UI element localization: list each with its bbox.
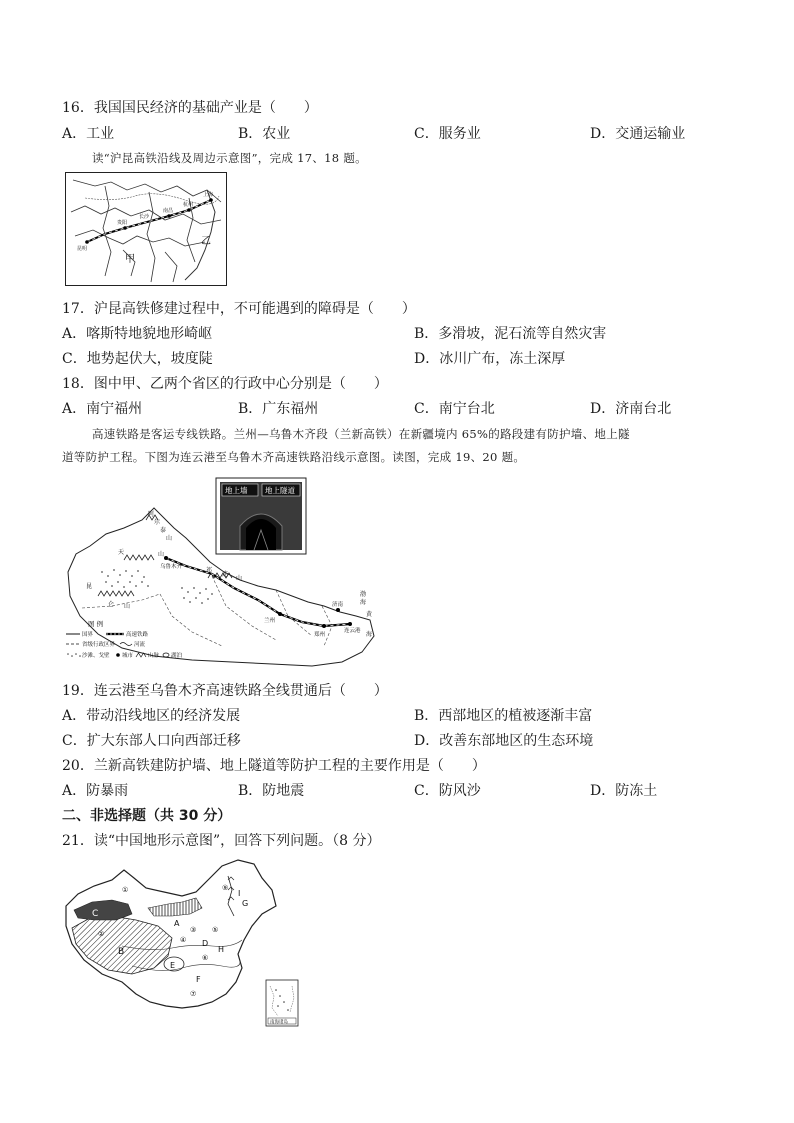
map3-label-g: G [242,899,249,908]
map1-city-nanchang: 南昌 [163,208,174,214]
map3-label-f: F [196,975,201,984]
question-16-option-d[interactable]: D．交通运输业 [590,126,686,142]
map2-label-bo: 渤 [360,591,367,598]
map2-legend-city: 城市 [122,653,134,659]
map3-label-5: ⑤ [212,926,219,934]
section-2-title: 二、非选择题（共 30 分） [62,808,232,824]
map2-label-shan1: 山 [166,535,173,542]
question-20-option-c[interactable]: C．防风沙 [414,783,481,799]
intro-19-20-line1: 高速铁路是客运专线铁路。兰州—乌鲁木齐段（兰新高铁）在新疆境内 65%的路段建有防护墙、地上隧 [92,427,630,441]
question-18-option-b[interactable]: B．广东福州 [238,401,319,417]
question-17-option-a[interactable]: A．喀斯特地貌地形崎岖 [62,326,213,342]
map3-label-9: ⑨ [222,884,229,892]
map2-photo-label-wall: 地上墙 [225,486,248,495]
map3-label-e: E [170,961,176,970]
map2-legend-hsr: 高速铁路 [126,632,149,638]
map3-label-c: C [92,909,99,919]
map2-legend-border: 国界 [82,632,94,638]
question-20-option-a[interactable]: A．防暴雨 [62,783,129,799]
map3-label-b: B [118,947,125,957]
map3-label-6: ⑥ [202,954,209,962]
question-16-option-b[interactable]: B．农业 [238,126,291,142]
hu-kun-railway-map [65,172,227,286]
map3-label-i: I [238,889,241,898]
question-18-option-d[interactable]: D．济南台北 [590,401,672,417]
map2-legend-river: 河流 [134,642,146,648]
map2-label-shan2: 山 [158,551,165,558]
map2-label-shan4: 山 [236,575,243,582]
map2-legend-desert: 沙滩、戈壁 [82,653,110,659]
lanxin-railway-map [62,476,380,668]
map2-photo-label-tunnel: 地上隧道 [265,486,295,495]
question-16-option-c[interactable]: C．服务业 [414,126,481,142]
map2-city-jinan: 济南 [332,602,344,608]
map3-inset-label: 南海诸岛 [270,1020,288,1025]
map3-label-3: ③ [190,926,197,934]
map2-city-lanzhou: 兰州 [264,618,276,624]
question-18-option-c[interactable]: C．南宁台北 [414,401,495,417]
map2-label-huang: 黄 [366,611,373,618]
map3-label-h: H [218,945,225,954]
map2-city-lianyungang: 连云港 [344,628,361,634]
map3-label-2: ② [98,930,105,938]
map1-city-kunming: 昆明 [77,246,88,252]
map1-city-hangzhou: 杭州 [183,202,194,208]
map1-city-guiyang: 贵阳 [117,220,128,226]
question-20-option-b[interactable]: B．防地震 [238,783,305,799]
map2-label-lun: 仑 [108,601,115,608]
map3-label-8: ⑧ [132,908,139,916]
map2-legend-province: 省级行政区界 [82,642,116,648]
map2-city-urumqi: 乌鲁木齐 [160,564,183,570]
question-16-option-a[interactable]: A．工业 [62,126,115,142]
question-21-stem: 21．读“中国地形示意图”，回答下列问题。（8 分） [62,833,381,849]
question-18-option-a[interactable]: A．南宁福州 [62,401,143,417]
map2-label-kun: 昆 [86,583,93,590]
map3-label-4: ④ [180,936,187,944]
question-17-option-c[interactable]: C．地势起伏大，坡度陡 [62,351,213,367]
map2-legend-mountain: 山脉 [148,653,160,659]
map1-label-jia: 甲 [125,254,135,265]
map1-city-shanghai: 上海 [203,192,214,198]
map2-label-er: 尔 [154,519,161,526]
question-19-option-a[interactable]: A．带动沿线地区的经济发展 [62,708,241,724]
map1-label-yi: 乙 [201,236,211,247]
map2-label-tian: 天 [118,549,125,556]
map3-label-a: A [174,919,180,928]
map2-label-lian: 连 [222,571,229,578]
map2-label-tai: 泰 [160,527,167,534]
question-19-option-b[interactable]: B．西部地区的植被逐渐丰富 [414,708,593,724]
question-16-stem: 16．我国国民经济的基础产业是（ ） [62,100,318,116]
map2-city-zhengzhou: 郑州 [314,632,326,638]
intro-19-20-line2: 道等防护工程。下图为连云港至乌鲁木齐高速铁路沿线示意图。读图，完成 19、20 题。 [62,450,526,464]
map2-label-hai2: 海 [366,631,373,638]
china-terrain-map [62,856,302,1030]
map2-label-a: 阿 [148,511,155,518]
map2-label-qi: 祁 [206,567,213,574]
map2-label-hai1: 海 [360,599,367,606]
map3-label-d: D [202,939,209,948]
intro-17-18: 读“沪昆高铁沿线及周边示意图”，完成 17、18 题。 [92,151,367,165]
question-20-option-d[interactable]: D．防冻土 [590,783,658,799]
question-19-option-d[interactable]: D．改善东部地区的生态环境 [414,733,594,749]
map1-city-changsha: 长沙 [139,214,150,220]
map2-legend-title: 图 例 [88,620,104,628]
map3-label-7: ⑦ [190,990,197,998]
question-20-stem: 20．兰新高铁建防护墙、地上隧道等防护工程的主要作用是（ ） [62,758,486,774]
question-18-stem: 18．图中甲、乙两个省区的行政中心分别是（ ） [62,376,388,392]
question-17-stem: 17．沪昆高铁修建过程中，不可能遇到的障碍是（ ） [62,301,416,317]
map3-label-1: ① [122,886,129,894]
question-17-option-b[interactable]: B．多滑坡，泥石流等自然灾害 [414,326,607,342]
map2-legend-lake: 湖泊 [171,653,183,659]
question-17-option-d[interactable]: D．冰川广布，冻土深厚 [414,351,566,367]
question-19-option-c[interactable]: C．扩大东部人口向西部迁移 [62,733,241,749]
question-19-stem: 19．连云港至乌鲁木齐高速铁路全线贯通后（ ） [62,683,388,699]
map2-label-shan3: 山 [124,603,131,610]
